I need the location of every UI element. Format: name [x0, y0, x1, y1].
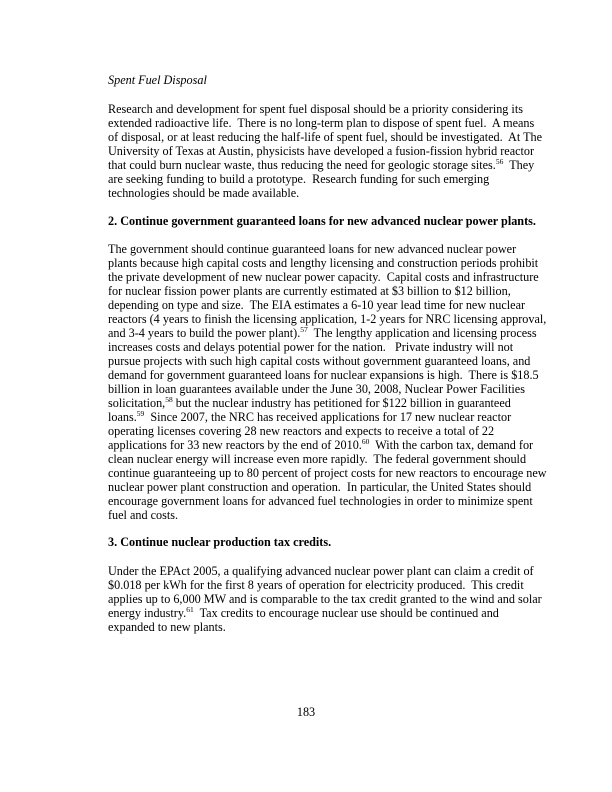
text-line: the private development of new nuclear power capacity. Capital costs and infrastructure [108, 270, 539, 284]
text-segment: The lengthy application and licensing process [307, 326, 537, 340]
text-line: technologies should be made available. [108, 186, 300, 200]
text-line: University of Texas at Austin, physicists have developed a fusion-fission hybrid reactor [108, 144, 535, 158]
text-line: pursue projects with such high capital costs without government guaranteed loans, and [108, 354, 531, 368]
text-line: clean nuclear energy will increase even more rapidly. The federal government should [108, 452, 527, 466]
text-line: encourage government loans for advanced fuel technologies in order to minimize spent [108, 494, 533, 508]
text-line: fuel and costs. [108, 508, 179, 522]
footnote-ref-56: 56 [495, 157, 504, 166]
section-heading-3: 3. Continue nuclear production tax credits. [108, 535, 332, 549]
text-line: plants because high capital costs and lengthy licensing and construction periods prohibit [108, 256, 539, 270]
text-segment: They [503, 158, 535, 172]
text-segment: Since 2007, the NRC has received applications for 17 new nuclear reactor [144, 410, 512, 424]
text-line: increases costs and delays potential power for the nation. Private industry will not [108, 340, 514, 354]
section-heading-2: 2. Continue government guaranteed loans for new advanced nuclear power plants. [108, 214, 536, 228]
text-line: for nuclear fission power plants are currently estimated at $3 billion to $12 billion, [108, 284, 511, 298]
text-line: operating licenses covering 28 new reactors and expects to receive a total of 22 [108, 424, 495, 438]
text-line: of disposal, or at least reducing the half-life of spent fuel, should be investigated. At The [108, 130, 543, 144]
page-number: 183 [296, 705, 316, 719]
footnote-ref-58: 58 [165, 395, 173, 404]
text-line: applies up to 6,000 MW and is comparable to the tax credit granted to the wind and solar [108, 592, 542, 606]
text-segment: energy industry. [108, 606, 187, 620]
text-line: expanded to new plants. [108, 620, 226, 634]
text-line: nuclear power plant construction and operation. In particular, the United States should [108, 480, 532, 494]
text-line: $0.018 per kWh for the first 8 years of operation for electricity produced. This credit [108, 578, 524, 592]
footnote-ref-60: 60 [361, 437, 370, 446]
footnote-ref-61: 61 [186, 605, 194, 614]
text-line: extended radioactive life. There is no long-term plan to dispose of spent fuel. A means [108, 116, 535, 130]
text-segment: With the carbon tax, demand for [369, 438, 534, 452]
text-line: are seeking funding to build a prototype. Research funding for such emerging [108, 172, 490, 186]
text-segment: applications for 33 new reactors by the end of 2010. [108, 438, 362, 452]
text-segment: and 3-4 years to build the power plant). [108, 326, 301, 340]
text-line: demand for government guaranteed loans for nuclear expansions is high. There is $18.5 [108, 368, 539, 382]
text-line: Under the EPAct 2005, a qualifying advanced nuclear power plant can claim a credit of [108, 564, 534, 578]
text-line: depending on type and size. The EIA estimates a 6-10 year lead time for new nuclear [108, 298, 526, 312]
footnote-ref-57: 57 [300, 325, 308, 334]
text-segment: but the nuclear industry has petitioned for $122 billion in guaranteed [172, 396, 511, 410]
text-line: The government should continue guaranteed loans for new advanced nuclear power [108, 242, 517, 256]
text-line: reactors (4 years to finish the licensing application, 1-2 years for NRC licensing approval, [108, 312, 547, 326]
text-segment: loans. [108, 410, 137, 424]
text-line: Research and development for spent fuel disposal should be a priority considering its [108, 102, 523, 116]
text-segment: Tax credits to encourage nuclear use should be continued and [193, 606, 499, 620]
footnote-ref-59: 59 [136, 409, 145, 418]
text-line: continue guaranteeing up to 80 percent of project costs for new reactors to encourage new [108, 466, 547, 480]
text-segment: solicitation, [108, 396, 166, 410]
text-segment: that could burn nuclear waste, thus reducing the need for geologic storage sites. [108, 158, 496, 172]
section-heading-spent-fuel: Spent Fuel Disposal [108, 73, 207, 87]
text-line: billion in loan guarantees available under the June 30, 2008, Nuclear Power Facilities [108, 382, 525, 396]
